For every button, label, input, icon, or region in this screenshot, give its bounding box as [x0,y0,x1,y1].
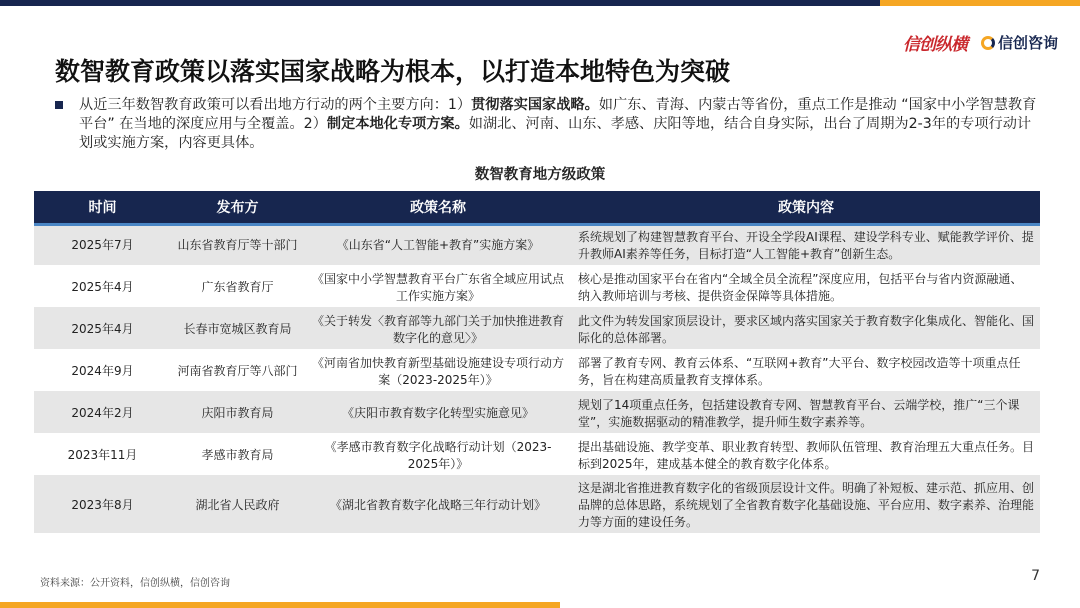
policy-table [34,191,1040,536]
header-time: 时间 [34,191,171,225]
cell-policy-content: 提出基础设施、教学变革、职业教育转型、教师队伍管理、教育治理五大重点任务。目标到2025年，建成基本健全的教育数字化体系。 [572,435,1040,477]
cell-time: 2025年4月 [34,267,171,309]
top-bar-orange [880,0,1080,6]
cell-issuer: 孝感市教育局 [171,435,304,477]
intro-bold-1: 贯彻落实国家战略。 [471,97,599,113]
cell-policy-name: 《孝感市教育数字化战略行动计划（2023-2025年）》 [304,435,572,477]
cell-policy-content: 核心是推动国家平台在省内“全域全员全流程”深度应用，包括平台与省内资源融通、纳入教师培训与考核、提供资金保障等具体措施。 [572,267,1040,309]
cell-policy-name: 《关于转发〈教育部等九部门关于加快推进教育数字化的意见〉》 [304,309,572,351]
cell-time: 2025年7月 [34,225,171,267]
cell-policy-content: 系统规划了构建智慧教育平台、开设全学段AI课程、建设学科专业、赋能教学评价、提升教师AI素养等任务，目标打造“人工智能+教育”创新生态。 [572,225,1040,267]
brand-logo-xinchuang-zixun [981,32,1058,53]
cell-policy-name: 《山东省“人工智能+教育”实施方案》 [304,225,572,267]
intro-paragraph [55,96,1045,153]
cell-policy-content: 规划了14项重点任务，包括建设教育专网、智慧教育平台、云端学校，推广“三个课堂”，实施数据驱动的精准教学，提升师生数字素养等。 [572,393,1040,435]
bottom-bar-orange [0,602,560,608]
intro-part-3: 如湖北、河南、山东、孝感、庆阳等地，结合自身实际，出台了周期为2-3年的专项行动计划或实施方案，内容更具体。 [79,116,1032,151]
cell-issuer: 山东省教育厅等十部门 [171,225,304,267]
cell-issuer: 庆阳市教育局 [171,393,304,435]
table-header-row [34,191,1040,225]
header-issuer: 发布方 [171,191,304,225]
bottom-accent-bar [0,602,1080,608]
logo-group [903,30,1058,55]
table-row [34,477,1040,535]
cell-issuer: 河南省教育厅等八部门 [171,351,304,393]
cell-issuer: 广东省教育厅 [171,267,304,309]
top-accent-bar [0,0,1080,6]
intro-part-2: 如广东、青海、内蒙古等省份，重点工作是推动 “国家中小学智慧教育平台” 在当地的深度应用与全覆盖。2） [79,97,1037,132]
intro-part-1: 从近三年数智教育政策可以看出地方行动的两个主要方向：1） [79,97,472,113]
square-bullet-icon [55,101,63,109]
cell-time: 2023年8月 [34,477,171,535]
table-row [34,351,1040,393]
cell-issuer: 长春市宽城区教育局 [171,309,304,351]
table-row [34,267,1040,309]
cell-policy-name: 《河南省加快教育新型基础设施建设专项行动方案（2023-2025年）》 [304,351,572,393]
page-number: 7 [1031,568,1040,584]
cell-policy-name: 《庆阳市教育数字化转型实施意见》 [304,393,572,435]
table-row [34,225,1040,267]
cell-policy-content: 部署了教育专网、教育云体系、“互联网+教育”大平台、数字校园改造等十项重点任务，旨在构建高质量教育支撑体系。 [572,351,1040,393]
table-row [34,309,1040,351]
intro-text [79,96,1045,153]
cell-time: 2023年11月 [34,435,171,477]
header-policy-name: 政策名称 [304,191,572,225]
top-bar-navy [0,0,880,6]
intro-bold-2: 制定本地化专项方案。 [326,116,469,132]
cell-time: 2024年9月 [34,351,171,393]
cell-issuer: 湖北省人民政府 [171,477,304,535]
cell-policy-content: 此文件为转发国家顶层设计，要求区域内落实国家关于教育数字化集成化、智能化、国际化的总体部署。 [572,309,1040,351]
cell-policy-content: 这是湖北省推进教育数字化的省级顶层设计文件。明确了补短板、建示范、抓应用、创品牌的总体思路，系统规划了全省教育数字化基础设施、平台应用、数字素养、治理能力等方面的建设任务。 [572,477,1040,535]
cell-time: 2025年4月 [34,309,171,351]
cell-policy-name: 《湖北省教育数字化战略三年行动计划》 [304,477,572,535]
cell-policy-name: 《国家中小学智慧教育平台广东省全域应用试点工作实施方案》 [304,267,572,309]
brand-logo-text: 信创咨询 [997,34,1058,52]
table-row [34,435,1040,477]
brand-logo-xinchuang-zongheng: 信创纵横 [902,35,967,55]
source-note: 资料来源：公开资料，信创纵横，信创咨询 [40,578,230,589]
brand-ring-icon [981,36,995,50]
table-row [34,393,1040,435]
page-title: 数智教育政策以落实国家战略为根本，以打造本地特色为突破 [55,57,731,86]
table-caption: 数智教育地方级政策 [474,167,606,183]
cell-time: 2024年2月 [34,393,171,435]
header-policy-content: 政策内容 [572,191,1040,225]
